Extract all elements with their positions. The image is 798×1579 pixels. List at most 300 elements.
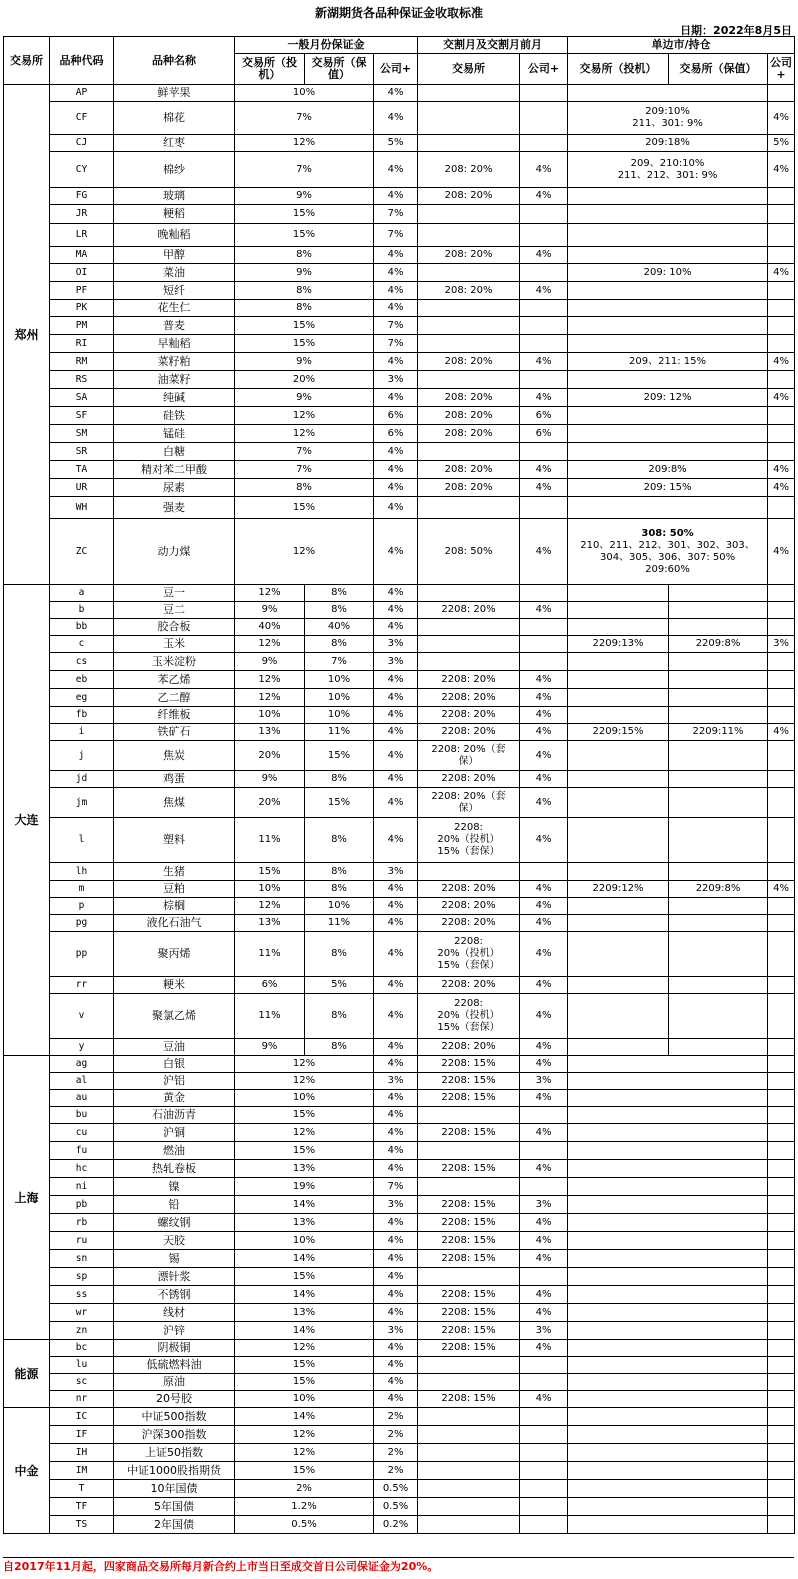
single-margin-cell (568, 1374, 768, 1391)
name-cell: 螺纹钢 (114, 1214, 235, 1232)
general-hedge-cell: 8% (305, 818, 374, 863)
name-cell: 沪锌 (114, 1322, 235, 1340)
delivery-ex-cell: 2208: 20% (418, 771, 520, 788)
general-company-cell: 4% (374, 461, 418, 479)
table-row (4, 689, 795, 707)
single-company-cell: 4% (768, 264, 795, 282)
single-spec-cell (568, 619, 669, 636)
single-margin-cell (568, 1480, 768, 1498)
general-company-cell: 4% (374, 1142, 418, 1160)
page-title: 新湖期货各品种保证金收取标准 (314, 6, 483, 20)
table-row (4, 371, 795, 389)
table-row (4, 1178, 795, 1196)
delivery-ex-cell: 2208: 15% (418, 1391, 520, 1408)
general-margin-cell: 15% (235, 1268, 374, 1286)
name-cell: 沪深300指数 (114, 1426, 235, 1444)
general-company-cell: 3% (374, 653, 418, 671)
single-margin-cell (568, 1304, 768, 1322)
general-company-cell: 6% (374, 407, 418, 425)
delivery-company-cell (520, 102, 568, 135)
name-cell: 鸡蛋 (114, 771, 235, 788)
single-hedge-cell (669, 585, 768, 602)
delivery-ex-cell (418, 497, 520, 519)
general-company-cell: 4% (374, 932, 418, 977)
code-cell: b (50, 602, 114, 619)
delivery-company-cell: 4% (520, 994, 568, 1039)
single-company-cell (768, 1374, 795, 1391)
table-row (4, 1268, 795, 1286)
delivery-company-cell (520, 224, 568, 247)
single-margin-cell (568, 1498, 768, 1516)
exchange-cell: 能源 (4, 1340, 50, 1408)
general-spec-cell: 12% (235, 898, 305, 915)
table-row (4, 407, 795, 425)
single-company-cell (768, 932, 795, 977)
delivery-company-cell (520, 1516, 568, 1534)
single-company-cell (768, 282, 795, 300)
single-company-cell (768, 1232, 795, 1250)
code-cell: jm (50, 788, 114, 818)
name-cell: 纯碱 (114, 389, 235, 407)
single-company-cell (768, 1391, 795, 1408)
delivery-company-cell: 4% (520, 247, 568, 264)
single-company-cell (768, 1516, 795, 1534)
general-margin-cell: 14% (235, 1286, 374, 1304)
single-hedge-cell (669, 707, 768, 724)
general-margin-cell: 10% (235, 1232, 374, 1250)
general-margin-cell: 15% (235, 317, 374, 335)
delivery-company-cell (520, 1357, 568, 1374)
code-cell: RM (50, 353, 114, 371)
single-company-cell (768, 407, 795, 425)
delivery-ex-cell: 208: 20% (418, 461, 520, 479)
delivery-company-cell (520, 636, 568, 653)
delivery-company-cell: 3% (520, 1322, 568, 1340)
general-margin-cell: 15% (235, 497, 374, 519)
single-margin-cell (568, 317, 768, 335)
single-spec-cell (568, 585, 669, 602)
general-company-cell: 4% (374, 1340, 418, 1357)
general-margin-cell: 1.2% (235, 1498, 374, 1516)
name-cell: 菜籽粕 (114, 353, 235, 371)
name-cell: 普麦 (114, 317, 235, 335)
table-row (4, 135, 795, 152)
single-company-cell (768, 1444, 795, 1462)
delivery-company-cell (520, 1480, 568, 1498)
single-company-cell (768, 602, 795, 619)
delivery-company-cell (520, 1268, 568, 1286)
single-company-cell (768, 1462, 795, 1480)
name-cell: 中证500指数 (114, 1408, 235, 1426)
general-margin-cell: 13% (235, 1160, 374, 1178)
single-margin-text: 209:8% (648, 463, 687, 475)
delivery-ex-cell: 2208: 20%（投机） 15%（套保） (418, 818, 520, 863)
general-company-cell: 4% (374, 188, 418, 205)
general-hedge-cell: 10% (305, 898, 374, 915)
single-margin-text: 209:18% (645, 137, 690, 148)
code-cell: jd (50, 771, 114, 788)
general-margin-cell: 7% (235, 102, 374, 135)
code-cell: sn (50, 1250, 114, 1268)
table-row (4, 282, 795, 300)
code-cell: PK (50, 300, 114, 317)
general-hedge-cell: 7% (305, 653, 374, 671)
table-row (4, 188, 795, 205)
delivery-ex-cell (418, 1268, 520, 1286)
single-margin-cell (568, 1196, 768, 1214)
delivery-ex-cell: 2208: 20% (418, 977, 520, 994)
delivery-company-cell: 4% (520, 724, 568, 741)
single-margin-text: 209: 10% (643, 266, 692, 278)
header-single: 单边市/持仓 (568, 37, 795, 54)
general-spec-cell: 12% (235, 671, 305, 689)
delivery-company-cell: 4% (520, 1214, 568, 1232)
single-hedge-cell (669, 818, 768, 863)
name-cell: 乙二醇 (114, 689, 235, 707)
code-cell: IC (50, 1408, 114, 1426)
code-cell: PF (50, 282, 114, 300)
general-company-cell: 0.5% (374, 1498, 418, 1516)
delivery-company-cell: 4% (520, 915, 568, 932)
delivery-company-cell: 4% (520, 1160, 568, 1178)
single-company-cell (768, 1160, 795, 1178)
table-row (4, 497, 795, 519)
general-margin-cell: 9% (235, 353, 374, 371)
general-company-cell: 4% (374, 881, 418, 898)
single-spec-cell (568, 863, 669, 881)
single-margin-cell (568, 1160, 768, 1178)
name-cell: 漂针浆 (114, 1268, 235, 1286)
general-margin-cell: 10% (235, 1090, 374, 1107)
code-cell: IH (50, 1444, 114, 1462)
general-company-cell: 4% (374, 389, 418, 407)
delivery-ex-cell (418, 585, 520, 602)
name-cell: 不锈钢 (114, 1286, 235, 1304)
name-cell: 白糖 (114, 443, 235, 461)
general-company-cell: 0.2% (374, 1516, 418, 1534)
general-company-cell: 5% (374, 135, 418, 152)
delivery-ex-cell (418, 1107, 520, 1124)
code-cell: eg (50, 689, 114, 707)
general-company-cell: 4% (374, 671, 418, 689)
general-margin-cell: 20% (235, 371, 374, 389)
general-company-cell: 4% (374, 707, 418, 724)
single-company-cell (768, 1426, 795, 1444)
single-margin-cell (568, 85, 768, 102)
general-margin-cell: 14% (235, 1250, 374, 1268)
table-row (4, 1462, 795, 1480)
single-margin-cell (568, 205, 768, 224)
general-company-cell: 4% (374, 1090, 418, 1107)
code-cell: eb (50, 671, 114, 689)
name-cell: 动力煤 (114, 519, 235, 585)
general-margin-cell: 15% (235, 1107, 374, 1124)
general-company-cell: 4% (374, 994, 418, 1039)
general-margin-cell: 13% (235, 1214, 374, 1232)
single-company-cell (768, 671, 795, 689)
single-margin-cell (568, 1340, 768, 1357)
header-single-company: 公司+ (768, 54, 795, 85)
delivery-ex-cell (418, 85, 520, 102)
table-row (4, 1286, 795, 1304)
table-row (4, 519, 795, 585)
table-row (4, 1516, 795, 1534)
single-company-cell (768, 1498, 795, 1516)
name-cell: 焦煤 (114, 788, 235, 818)
delivery-ex-cell (418, 619, 520, 636)
header-ex-hedge: 交易所（保值） (305, 54, 374, 85)
name-cell: 精对苯二甲酸 (114, 461, 235, 479)
header-company: 公司+ (374, 54, 418, 85)
delivery-ex-cell (418, 300, 520, 317)
single-margin-cell (568, 407, 768, 425)
delivery-ex-cell (418, 863, 520, 881)
single-company-cell (768, 1322, 795, 1340)
delivery-company-cell (520, 1462, 568, 1480)
general-company-cell: 4% (374, 689, 418, 707)
delivery-ex-cell (418, 317, 520, 335)
code-cell: RI (50, 335, 114, 353)
code-cell: CF (50, 102, 114, 135)
name-cell: 花生仁 (114, 300, 235, 317)
table-row (4, 1357, 795, 1374)
single-spec-cell: 2209:13% (568, 636, 669, 653)
name-cell: 苯乙烯 (114, 671, 235, 689)
single-company-cell (768, 1480, 795, 1498)
single-company-cell (768, 224, 795, 247)
code-cell: TA (50, 461, 114, 479)
single-company-cell: 4% (768, 724, 795, 741)
code-cell: zn (50, 1322, 114, 1340)
single-company-cell (768, 915, 795, 932)
single-hedge-cell: 2209:8% (669, 636, 768, 653)
code-cell: TS (50, 1516, 114, 1534)
delivery-company-cell (520, 863, 568, 881)
delivery-ex-cell (418, 1408, 520, 1426)
code-cell: c (50, 636, 114, 653)
table-row (4, 1196, 795, 1214)
delivery-company-cell: 4% (520, 1250, 568, 1268)
code-cell: TF (50, 1498, 114, 1516)
delivery-ex-cell: 2208: 20% (418, 689, 520, 707)
code-cell: bu (50, 1107, 114, 1124)
general-margin-cell: 15% (235, 205, 374, 224)
delivery-company-cell (520, 300, 568, 317)
delivery-ex-cell (418, 1357, 520, 1374)
table-row (4, 741, 795, 771)
delivery-company-cell (520, 335, 568, 353)
general-company-cell: 4% (374, 915, 418, 932)
table-row (4, 1214, 795, 1232)
delivery-company-cell: 3% (520, 1073, 568, 1090)
single-company-cell: 3% (768, 636, 795, 653)
general-hedge-cell: 8% (305, 771, 374, 788)
single-margin-text: 209: 12% (643, 391, 692, 403)
single-company-cell (768, 585, 795, 602)
code-cell: m (50, 881, 114, 898)
delivery-company-cell (520, 135, 568, 152)
single-margin-cell (568, 1462, 768, 1480)
code-cell: lh (50, 863, 114, 881)
general-margin-cell: 8% (235, 300, 374, 317)
delivery-ex-cell (418, 1142, 520, 1160)
code-cell: pg (50, 915, 114, 932)
general-hedge-cell: 8% (305, 994, 374, 1039)
general-hedge-cell: 10% (305, 671, 374, 689)
general-spec-cell: 9% (235, 771, 305, 788)
general-company-cell: 4% (374, 1374, 418, 1391)
header-name: 品种名称 (114, 37, 235, 85)
general-margin-cell: 15% (235, 1374, 374, 1391)
name-cell: 强麦 (114, 497, 235, 519)
single-margin-cell (568, 1142, 768, 1160)
code-cell: SF (50, 407, 114, 425)
general-company-cell: 4% (374, 788, 418, 818)
name-cell: 尿素 (114, 479, 235, 497)
table-row (4, 1160, 795, 1178)
single-company-cell (768, 741, 795, 771)
delivery-ex-cell: 2208: 15% (418, 1322, 520, 1340)
name-cell: 天胶 (114, 1232, 235, 1250)
single-margin-cell (568, 1444, 768, 1462)
general-company-cell: 4% (374, 1304, 418, 1322)
code-cell: sp (50, 1268, 114, 1286)
name-cell: 棕榈 (114, 898, 235, 915)
general-company-cell: 4% (374, 1250, 418, 1268)
single-margin-text: 209、211: 15% (629, 355, 706, 367)
delivery-company-cell: 4% (520, 389, 568, 407)
general-company-cell: 2% (374, 1426, 418, 1444)
single-margin-cell (568, 1250, 768, 1268)
single-margin-cell (568, 335, 768, 353)
general-spec-cell: 11% (235, 818, 305, 863)
single-margin-cell (568, 1056, 768, 1073)
code-cell: fb (50, 707, 114, 724)
single-company-cell (768, 1124, 795, 1142)
single-hedge-cell (669, 671, 768, 689)
delivery-ex-cell (418, 205, 520, 224)
single-spec-cell (568, 671, 669, 689)
code-cell: hc (50, 1160, 114, 1178)
code-cell: fu (50, 1142, 114, 1160)
general-hedge-cell: 15% (305, 788, 374, 818)
delivery-company-cell: 4% (520, 1124, 568, 1142)
exchange-cell: 中金 (4, 1408, 50, 1534)
single-company-cell (768, 1304, 795, 1322)
general-company-cell: 4% (374, 619, 418, 636)
table-row (4, 881, 795, 898)
delivery-company-cell: 4% (520, 461, 568, 479)
general-company-cell: 4% (374, 977, 418, 994)
general-margin-cell: 8% (235, 247, 374, 264)
delivery-ex-cell: 208: 20% (418, 407, 520, 425)
general-spec-cell: 40% (235, 619, 305, 636)
delivery-ex-cell: 2208: 20% (418, 707, 520, 724)
single-hedge-cell (669, 915, 768, 932)
general-spec-cell: 9% (235, 653, 305, 671)
single-hedge-cell (669, 1039, 768, 1056)
single-margin-cell (568, 264, 768, 282)
delivery-company-cell: 4% (520, 771, 568, 788)
delivery-company-cell: 4% (520, 707, 568, 724)
single-margin-cell (568, 425, 768, 443)
delivery-ex-cell: 2208: 15% (418, 1232, 520, 1250)
single-hedge-cell: 2209:8% (669, 881, 768, 898)
general-hedge-cell: 8% (305, 602, 374, 619)
general-company-cell: 4% (374, 741, 418, 771)
general-spec-cell: 20% (235, 741, 305, 771)
single-spec-cell (568, 602, 669, 619)
delivery-ex-cell (418, 102, 520, 135)
single-company-cell (768, 653, 795, 671)
table-row (4, 724, 795, 741)
delivery-company-cell (520, 1408, 568, 1426)
header-delivery-company: 公司+ (520, 54, 568, 85)
single-spec-cell (568, 653, 669, 671)
code-cell: al (50, 1073, 114, 1090)
delivery-ex-cell (418, 1516, 520, 1534)
general-margin-cell: 9% (235, 389, 374, 407)
table-row (4, 264, 795, 282)
delivery-company-cell: 4% (520, 1391, 568, 1408)
delivery-company-cell (520, 1374, 568, 1391)
general-company-cell: 4% (374, 282, 418, 300)
single-margin-cell (568, 135, 768, 152)
name-cell: 锰硅 (114, 425, 235, 443)
general-company-cell: 4% (374, 1107, 418, 1124)
name-cell: 热轧卷板 (114, 1160, 235, 1178)
general-spec-cell: 11% (235, 994, 305, 1039)
delivery-ex-cell: 208: 20% (418, 282, 520, 300)
general-company-cell: 4% (374, 479, 418, 497)
name-cell: 菜油 (114, 264, 235, 282)
table-row (4, 932, 795, 977)
header-code: 品种代码 (50, 37, 114, 85)
single-company-cell (768, 1286, 795, 1304)
name-cell: 早籼稻 (114, 335, 235, 353)
name-cell: 燃油 (114, 1142, 235, 1160)
table-row (4, 818, 795, 863)
general-margin-cell: 12% (235, 407, 374, 425)
table-row (4, 1480, 795, 1498)
delivery-ex-cell: 2208: 15% (418, 1160, 520, 1178)
single-margin-cell (568, 1357, 768, 1374)
single-margin-cell (568, 497, 768, 519)
code-cell: LR (50, 224, 114, 247)
single-company-cell (768, 205, 795, 224)
table-row (4, 205, 795, 224)
general-company-cell: 4% (374, 443, 418, 461)
single-company-cell (768, 707, 795, 724)
single-company-cell (768, 1178, 795, 1196)
table-row (4, 1142, 795, 1160)
delivery-company-cell: 4% (520, 1340, 568, 1357)
code-cell: JR (50, 205, 114, 224)
general-company-cell: 4% (374, 1357, 418, 1374)
table-row (4, 335, 795, 353)
name-cell: 上证50指数 (114, 1444, 235, 1462)
general-company-cell: 3% (374, 863, 418, 881)
single-company-cell (768, 818, 795, 863)
single-company-cell (768, 977, 795, 994)
code-cell: rr (50, 977, 114, 994)
general-company-cell: 4% (374, 1056, 418, 1073)
name-cell: 豆一 (114, 585, 235, 602)
name-cell: 棉花 (114, 102, 235, 135)
name-cell: 10年国债 (114, 1480, 235, 1498)
general-hedge-cell: 15% (305, 741, 374, 771)
name-cell: 胶合板 (114, 619, 235, 636)
